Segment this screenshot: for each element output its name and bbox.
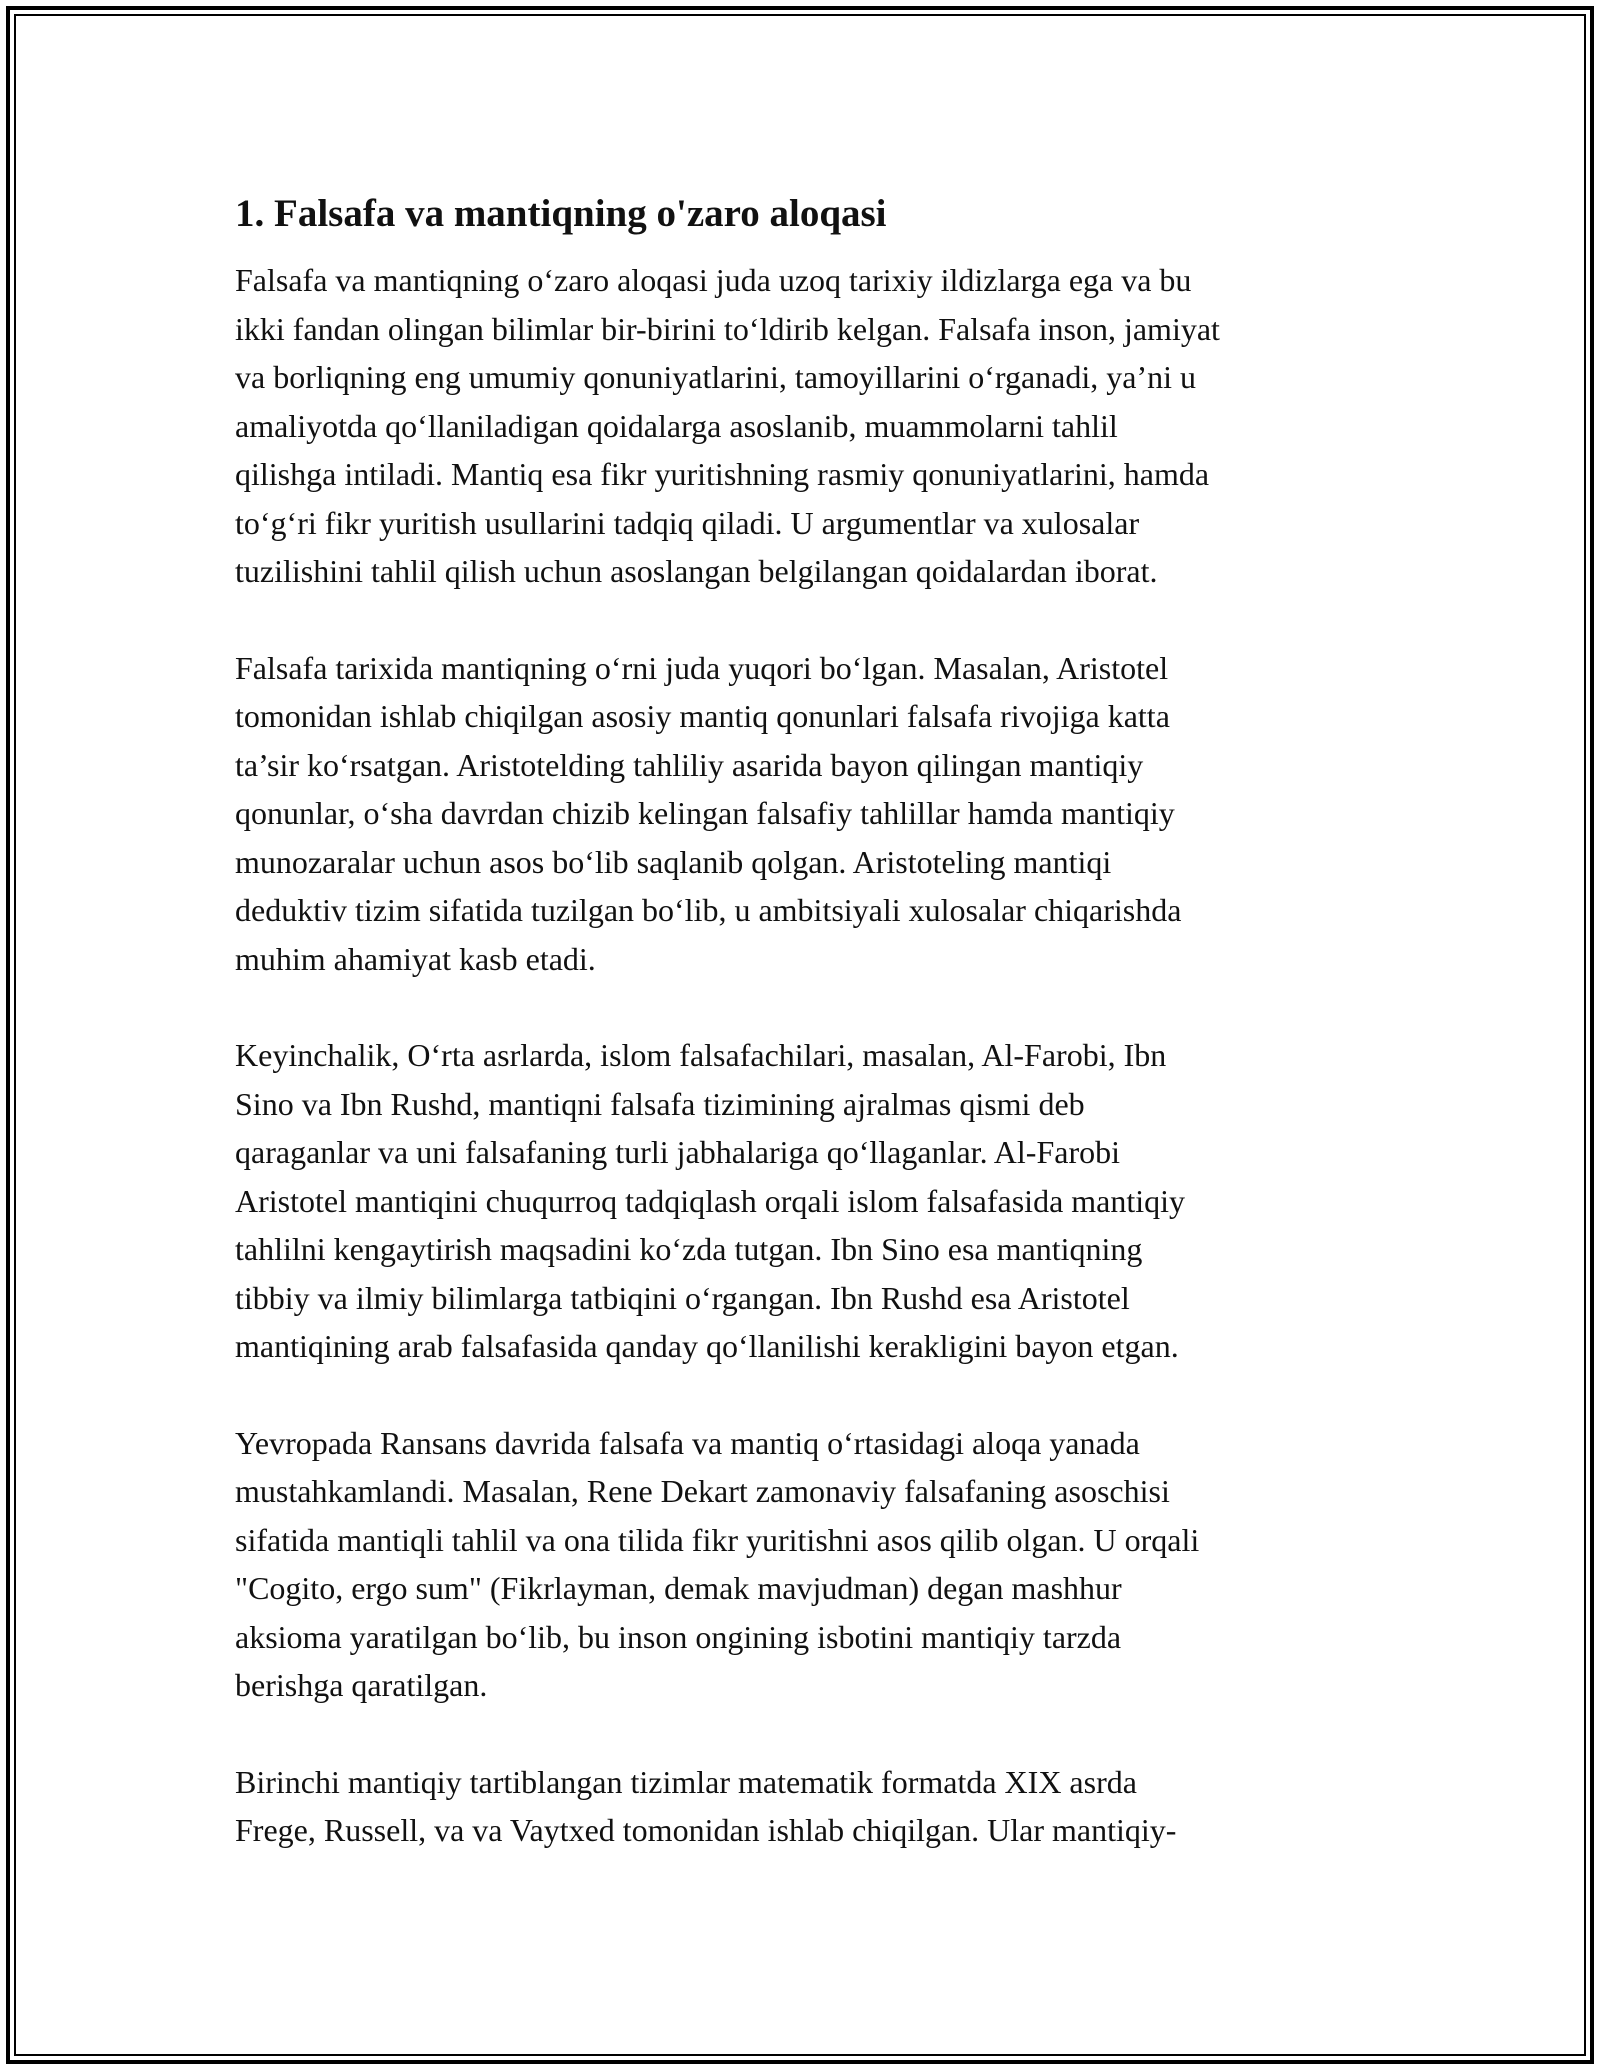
paragraph-2: Falsafa tarixida mantiqning o‘rni juda yuqori bo‘lgan. Masalan, Aristotel tomonidan ishlab chiqilgan asosiy mantiq qonunlari falsafa rivojiga katta ta’sir ko‘rsatgan. Aristotelding tahliliy asarida bayon qilingan mantiqiy qonunlar, o‘sha davrdan chizib kelingan falsafiy tahlillar hamda mantiqiy munozaralar uchun asos bo‘lib saqlanib qolgan. Aristoteling mantiqi deduktiv tizim sifatida tuzilgan bo‘lib, u ambitsiyali xulosalar chiqarishda muhim ahamiyat kasb etadi.	[235, 649, 1182, 977]
paragraph-4: Yevropada Ransans davrida falsafa va mantiq o‘rtasidagi aloqa yanada mustahkamlandi. Masalan, Rene Dekart zamonaviy falsafaning asoschisi sifatida mantiqli tahlil va ona tilida fikr yuritishni asos qilib olgan. U orqali "Cogito, ergo sum" (Fikrlayman, demak mavjudman) degan mashhur aksioma yaratilgan bo‘lib, bu inson ongining isbotini mantiqiy tarzda berishga qaratilgan.	[235, 1424, 1200, 1703]
paragraph-3: Keyinchalik, O‘rta asrlarda, islom falsafachilari, masalan, Al-Farobi, Ibn Sino va Ibn Rushd, mantiqni falsafa tizimining ajralmas qismi deb qaraganlar va uni falsafaning turli jabhalariga qo‘llaganlar. Al-Farobi Aristotel mantiqini chuqurroq tadqiqlash orqali islom falsafasida mantiqiy tahlilni kengaytirish maqsadini ko‘zda tutgan. Ibn Sino esa mantiqning tibbiy va ilmiy bilimlarga tatbiqini o‘rgangan. Ibn Rushd esa Aristotel mantiqining arab falsafasida qanday qo‘llanilishi kerakligini bayon etgan.	[235, 1037, 1186, 1364]
section-heading: 1. Falsafa va mantiqning o'zaro aloqasi	[235, 192, 887, 235]
paragraph-5: Birinchi mantiqiy tartiblangan tizimlar matematik formatda XIX asrda Frege, Russell, va va Vaytxed tomonidan ishlab chiqilgan. Ular mantiqiy-	[235, 1763, 1177, 1848]
document-body	[235, 188, 1385, 1903]
paragraph-1: Falsafa va mantiqning o‘zaro aloqasi juda uzoq tarixiy ildizlarga ega va bu ikki fandan olingan bilimlar bir-birini to‘ldirib kelgan. Falsafa inson, jamiyat va borliqning eng umumiy qonuniyatlarini, tamoyillarini o‘rganadi, ya’ni u amaliyotda qo‘llaniladigan qoidalarga asoslanib, muammolarni tahlil qilishga intiladi. Mantiq esa fikr yuritishning rasmiy qonuniyatlarini, hamda to‘g‘ri fikr yuritish usullarini tadqiq qiladi. U argumentlar va xulosalar tuzilishini tahlil qilish uchun asoslangan belgilangan qoidalardan iborat.	[235, 262, 1220, 589]
